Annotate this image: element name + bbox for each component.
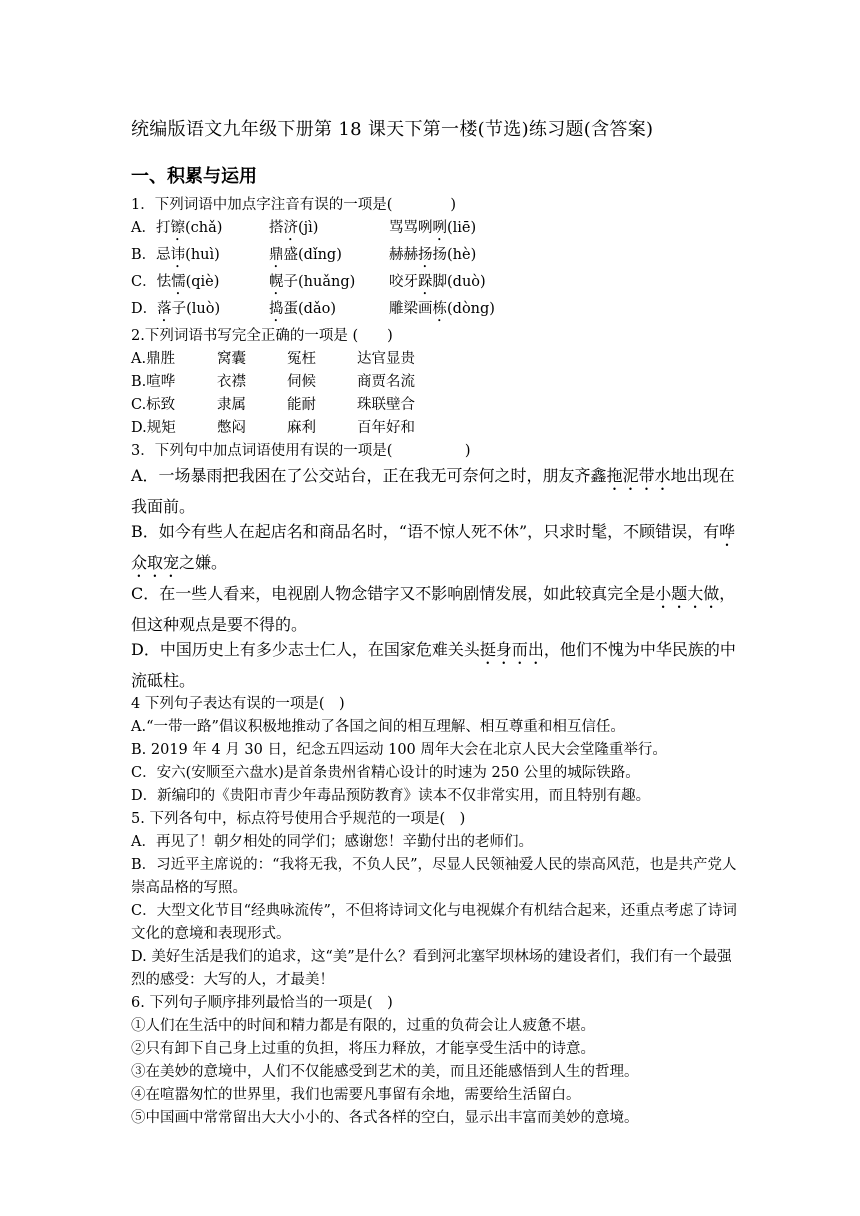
dotted-char: 捣 <box>269 301 284 317</box>
question-6-item-2: ②只有卸下自己身上过重的负担，将压力释放，才能享受生活中的诗意。 <box>131 1041 595 1057</box>
dotted-char: 扬 <box>418 247 433 263</box>
question-4-option-b: B. 2019 年 4 月 30 日，纪念五四运动 100 周年大会在北京人民大会堂隆重举行。 <box>131 742 667 758</box>
question-5-option-c: C．大型文化节目“经典咏流传”，不但将诗词文化与电视媒介有机结合起来，还重点考虑了诗词文化的意境和表现形式。 <box>131 903 737 942</box>
dotted-char: 栋 <box>432 301 447 317</box>
question-2-option-d: D.规矩 憋闷 麻利 百年好和 <box>131 420 415 436</box>
question-4-option-a: A.“一带一路”倡议积极地推动了各国之间的相互理解、相互尊重和相互信任。 <box>131 719 625 735</box>
question-5 <box>131 808 741 992</box>
dotted-phrase: 拖泥带水 <box>606 466 671 485</box>
question-3-stem: 3．下列句中加点词语使用有误的一项是( ) <box>131 443 471 459</box>
dotted-char: 讳 <box>170 247 186 263</box>
question-6-item-4: ④在喧嚣匆忙的世界里，我们也需要凡事留有余地，需要给生活留白。 <box>131 1087 581 1103</box>
question-3-option-b: B．如今有些人在起店名和商品名时，“语不惊人死不休”，只求时髦，不顾错误，有哗众取宠之嫌。 <box>131 522 736 572</box>
question-1-stem: 1．下列词语中加点字注音有误的一项是( ) <box>131 197 457 213</box>
question-1-option-b: B．忌讳(huì) 鼎盛(dǐng) 赫赫扬扬(hè) <box>131 247 477 263</box>
question-6-item-3: ③在美妙的意境中，人们不仅能感受到艺术的美，而且还能感悟到人生的哲理。 <box>131 1064 639 1080</box>
dotted-char: 落 <box>157 301 172 317</box>
question-4-stem: 4 下列句子表达有误的一项是( ) <box>131 696 345 712</box>
question-3-option-c: C．在一些人看来，电视剧人物念错字又不影响剧情发展，如此较真完全是小题大做，但这种观点是要不得的。 <box>131 584 736 634</box>
question-2-option-b: B.喧哗 衣襟 伺候 商贾名流 <box>131 374 415 390</box>
page-title: 统编版语文九年级下册第 18 课天下第一楼(节选)练习题(含答案) <box>131 119 654 140</box>
section-heading: 一、积累与运用 <box>131 166 257 187</box>
question-1-option-d: D．落子(luò) 捣蛋(dǎo) 雕梁画栋(dòng) <box>131 301 495 317</box>
question-3-option-d: D．中国历史上有多少志士仁人，在国家危难关头挺身而出，他们不愧为中华民族的中流砥柱。 <box>131 640 736 690</box>
question-6 <box>131 992 741 1130</box>
dotted-phrase: 哗众取宠 <box>131 522 736 572</box>
dotted-phrase: 挺身而出 <box>479 640 544 659</box>
dotted-char: 懦 <box>171 274 186 290</box>
question-4 <box>131 693 741 808</box>
document-body <box>131 194 741 1130</box>
question-5-stem: 5. 下列各句中，标点符号使用合乎规范的一项是( ) <box>131 811 466 827</box>
question-4-option-c: C．安六(安顺至六盘水)是首条贵州省精心设计的时速为 250 公里的城际铁路。 <box>131 765 640 781</box>
question-6-stem: 6. 下列句子顺序排列最恰当的一项是( ) <box>131 995 393 1011</box>
question-2-option-c: C.标致 隶属 能耐 珠联壁合 <box>131 397 415 413</box>
question-1-option-c: C．怯懦(qiè) 幌子(huǎng) 咬牙跺脚(duò) <box>131 274 486 290</box>
question-6-item-1: ①人们在生活中的时间和精力都是有限的，过重的负荷会让人疲惫不堪。 <box>131 1018 595 1034</box>
dotted-char: 跺 <box>418 274 433 290</box>
question-1-option-a: A．打镲(chǎ) 搭济(jì) 骂骂咧咧(liē) <box>131 220 477 236</box>
question-3 <box>131 440 741 693</box>
dotted-char: 幌 <box>269 274 284 290</box>
question-6-item-5: ⑤中国画中常常留出大大小小的、各式各样的空白，显示出丰富而美妙的意境。 <box>131 1110 639 1126</box>
dotted-phrase: 小题大做 <box>655 584 720 603</box>
dotted-char: 镲 <box>170 220 185 236</box>
question-2 <box>131 325 741 440</box>
dotted-char: 咧 <box>432 220 447 236</box>
question-5-option-b: B．习近平主席说的：“我将无我，不负人民”，尽显人民领袖爱人民的崇高风范，也是共产党人崇高品格的写照。 <box>131 857 737 896</box>
question-1 <box>131 194 741 325</box>
question-5-option-d: D. 美好生活是我们的追求，这“美”是什么？看到河北塞罕坝林场的建设者们，我们有一个最强烈的感受：大写的人，才最美！ <box>131 949 732 988</box>
question-5-option-a: A．再见了！朝夕相处的同学们；感谢您！辛勤付出的老师们。 <box>131 834 533 850</box>
question-2-option-a: A.鼎胜 窝囊 冤枉 达官显贵 <box>131 351 415 367</box>
question-3-option-a: A．一场暴雨把我困在了公交站台，正在我无可奈何之时，朋友齐鑫拖泥带水地出现在我面前。 <box>131 466 735 516</box>
question-2-stem: 2.下列词语书写完全正确的一项是 ( ) <box>131 328 393 344</box>
dotted-char: 济 <box>283 220 298 236</box>
dotted-char: 鼎 <box>269 247 284 263</box>
question-4-option-d: D．新编印的《贵阳市青少年毒品预防教育》读本不仅非常实用，而且特别有趣。 <box>131 788 651 804</box>
